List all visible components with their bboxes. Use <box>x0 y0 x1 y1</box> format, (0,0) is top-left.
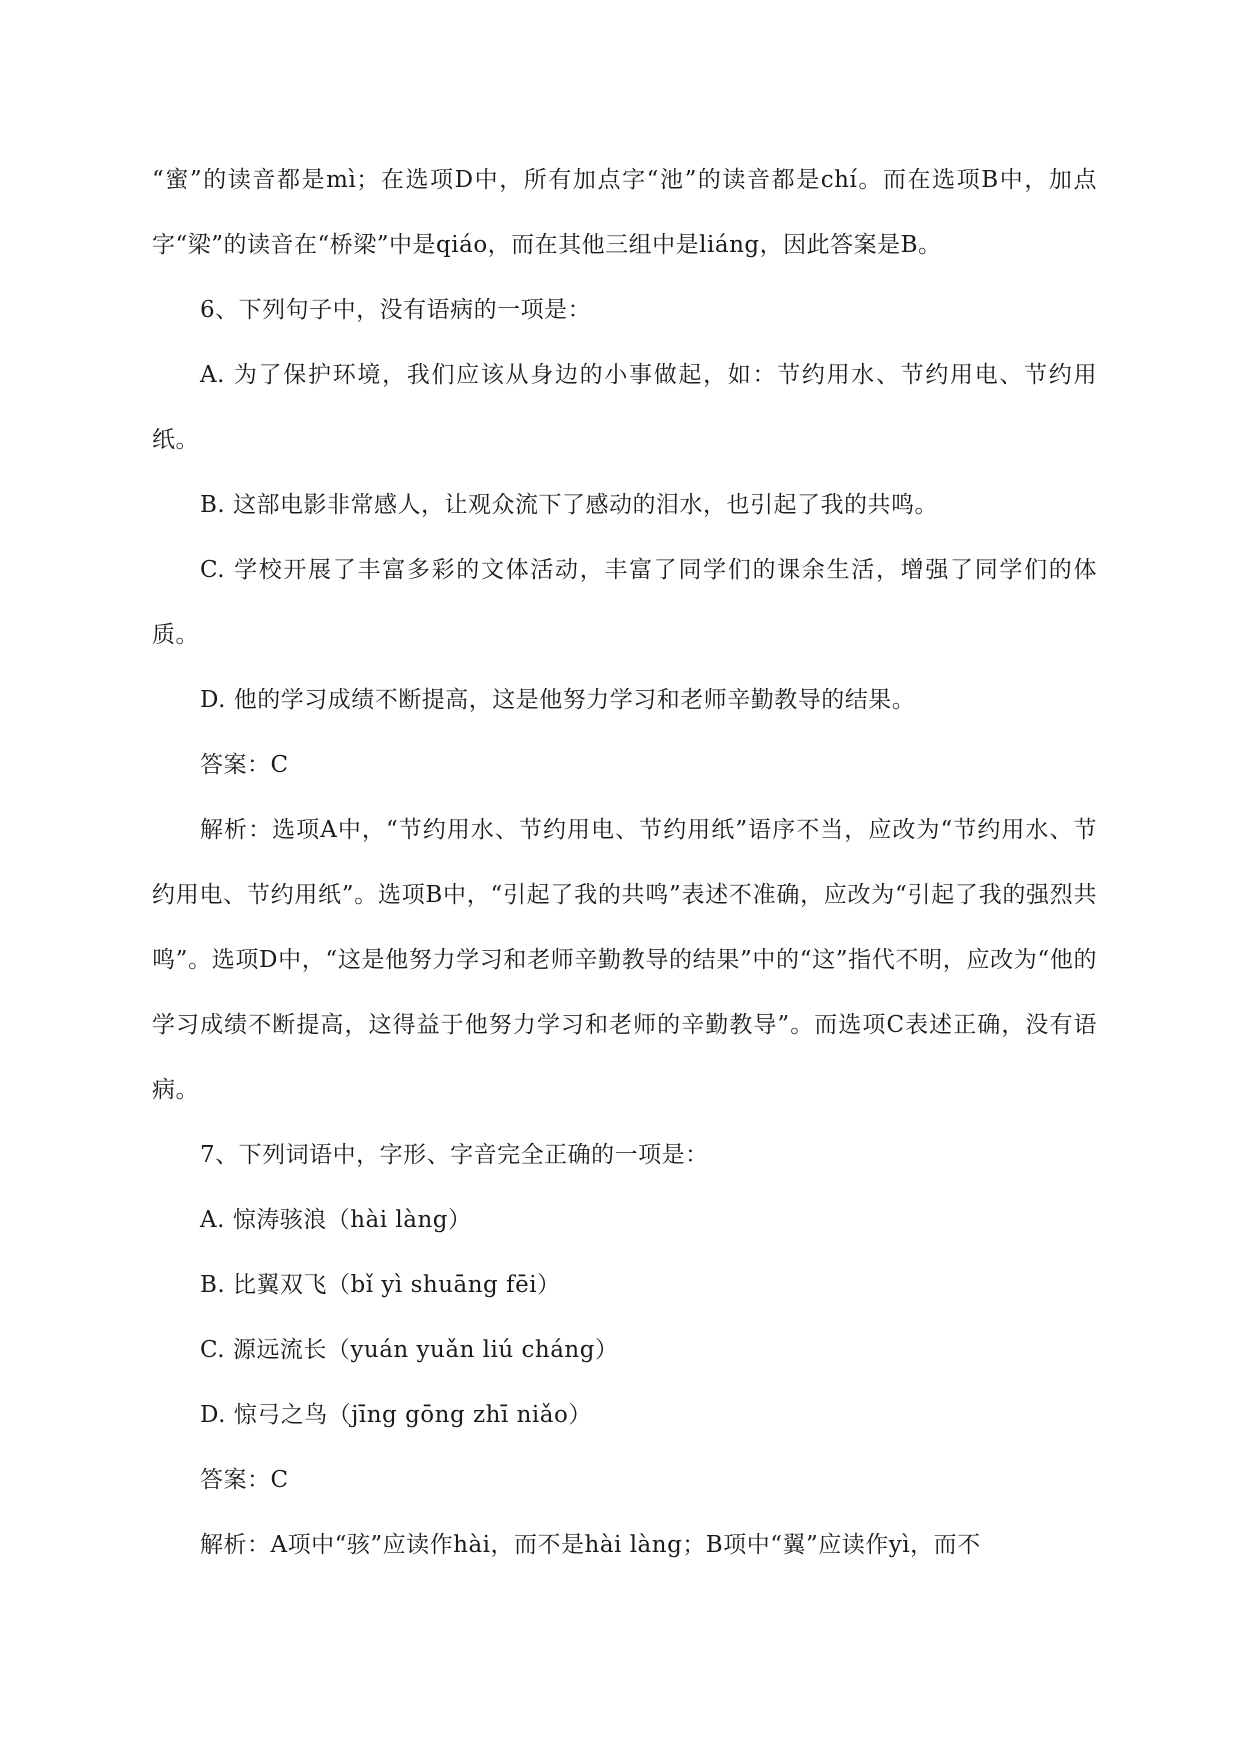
question-6-option-c: C. 学校开展了丰富多彩的文体活动，丰富了同学们的课余生活，增强了同学们的体质。 <box>152 557 1097 648</box>
question-6: 6、下列句子中，没有语病的一项是： <box>200 297 592 323</box>
question-7-option-c: C. 源远流长（yuán yuǎn liú cháng） <box>200 1337 619 1363</box>
question-7-option-d: D. 惊弓之鸟（jīng gōng zhī niǎo） <box>200 1402 592 1428</box>
question-7-option-a: A. 惊涛骇浪（hài làng） <box>200 1207 472 1233</box>
question-6-option-d: D. 他的学习成绩不断提高，这是他努力学习和老师辛勤教导的结果。 <box>200 687 916 713</box>
question-7: 7、下列词语中，字形、字音完全正确的一项是： <box>200 1142 709 1168</box>
document-body <box>152 148 1097 1578</box>
question-6-option-a: A. 为了保护环境，我们应该从身边的小事做起，如：节约用水、节约用电、节约用纸。 <box>152 362 1097 453</box>
question-7-option-b: B. 比翼双飞（bǐ yì shuāng fēi） <box>200 1272 561 1298</box>
paragraph-1: “蜜”的读音都是mì；在选项D中，所有加点字“池”的读音都是chí。而在选项B中，加点字“梁”的读音在“桥梁”中是qiáo，而在其他三组中是liáng，因此答案是B。 <box>152 167 1097 258</box>
question-6-explanation: 解析：选项A中，“节约用水、节约用电、节约用纸”语序不当，应改为“节约用水、节约用电、节约用纸”。选项B中，“引起了我的共鸣”表述不准确，应改为“引起了我的强烈共鸣”。选项D中，“这是他努力学习和老师辛勤教导的结果”中的“这”指代不明，应改为“他的学习成绩不断提高，这得益于他努力学习和老师的辛勤教导”。而选项C表述正确，没有语病。 <box>152 817 1097 1103</box>
question-7-answer: 答案：C <box>200 1467 289 1493</box>
question-6-answer: 答案：C <box>200 752 289 778</box>
question-7-explanation: 解析：A项中“骇”应读作hài，而不是hài làng；B项中“翼”应读作yì，而不 <box>200 1532 981 1558</box>
question-6-option-b: B. 这部电影非常感人，让观众流下了感动的泪水，也引起了我的共鸣。 <box>200 492 939 518</box>
